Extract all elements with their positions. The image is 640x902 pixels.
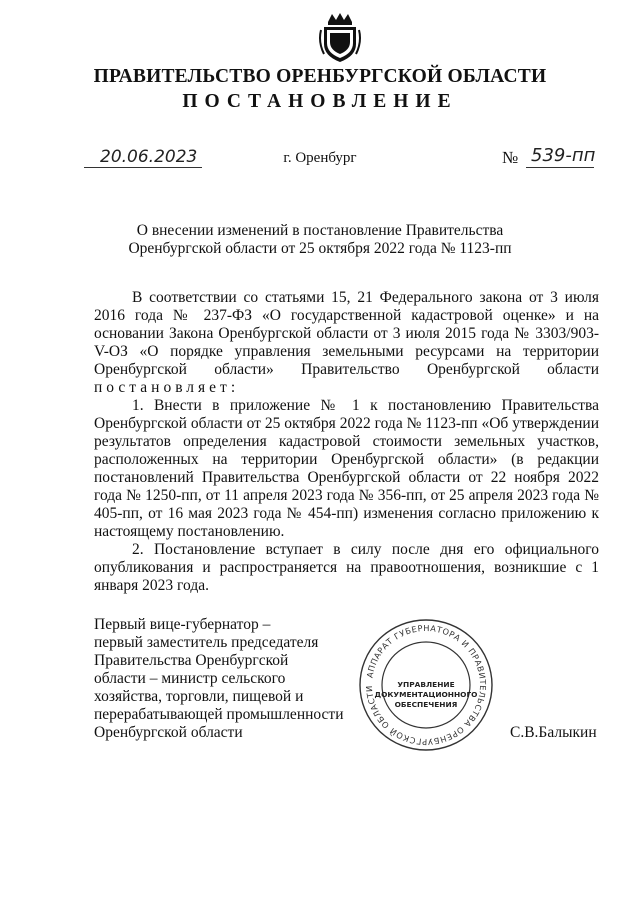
- signer-position-line: первый заместитель председателя: [94, 634, 319, 651]
- body-intro-paragraph: [94, 289, 599, 397]
- signer-name: С.В.Балыкин: [510, 724, 597, 741]
- government-title: ПРАВИТЕЛЬСТВО ОРЕНБУРГСКОЙ ОБЛАСТИ: [93, 66, 547, 87]
- official-stamp: [356, 616, 496, 754]
- signer-position-line: Оренбургской области: [94, 724, 243, 741]
- body-item-2: 2. Постановление вступает в силу после дня его официального опубликования и распространяется на правоотношения, возникшие с 1 января 2023 года.: [94, 541, 599, 594]
- body-intro-text: В соответствии со статьями 15, 21 Федерального закона от 3 июля 2016 года № 237-ФЗ «О государственной кадастровой оценке» и на основании Закона Оренбургской области от 3 июля 2015 года № 3303/903-V-ОЗ «О порядке управления земельными ресурсами на территории Оренбургской области» Правительство Оренбургской области: [94, 289, 599, 378]
- document-type: ПОСТАНОВЛЕНИЕ: [182, 91, 458, 112]
- coat-of-arms-icon: [318, 12, 362, 64]
- signer-position-line: перерабатывающей промышленности: [94, 706, 344, 723]
- document-city: г. Оренбург: [283, 150, 357, 166]
- signer-position-line: Первый вице-губернатор –: [94, 616, 271, 633]
- body-item-1: 1. Внести в приложение № 1 к постановлению Правительства Оренбургской области от 25 октября 2022 года № 1123-пп «Об утверждении результатов определения кадастровой стоимости земельных участков, расположенных на территории Оренбургской области» (в редакции постановлений Правительства Оренбургской области от 22 ноября 2022 года № 1250-пп, от 11 апреля 2023 года № 356-пп, от 25 апреля 2023 года № 405-пп, от 16 мая 2023 года № 454-пп) изменения согласно приложению к настоящему постановлению.: [94, 397, 599, 540]
- document-date: 20.06.2023: [100, 147, 198, 167]
- subject-line: Оренбургской области от 25 октября 2022 года № 1123-пп: [128, 240, 512, 257]
- subject-line: О внесении изменений в постановление Правительства: [136, 222, 504, 239]
- stamp-ring-text: АППАРАТ ГУБЕРНАТОРА И ПРАВИТЕЛЬСТВА ОРЕНБУРГСКОЙ ОБЛАСТИ: [363, 622, 489, 748]
- document-subject: [90, 222, 550, 258]
- decree-word: постановляет:: [94, 379, 240, 396]
- document-number: 539-пп: [531, 145, 596, 166]
- stamp-center-line: УПРАВЛЕНИЕ: [397, 680, 455, 689]
- signer-position: [94, 616, 354, 742]
- date-underline: [84, 167, 202, 168]
- signer-position-line: Правительства Оренбургской: [94, 652, 289, 669]
- number-prefix: №: [502, 148, 519, 167]
- stamp-center-line: ОБЕСПЕЧЕНИЯ: [394, 700, 458, 709]
- stamp-center-line: ДОКУМЕНТАЦИОННОГО: [374, 690, 478, 699]
- signer-position-line: области – министр сельского: [94, 670, 286, 687]
- signer-position-line: хозяйства, торговли, пищевой и: [94, 688, 304, 705]
- number-underline: [526, 167, 594, 168]
- document-body: [94, 289, 599, 595]
